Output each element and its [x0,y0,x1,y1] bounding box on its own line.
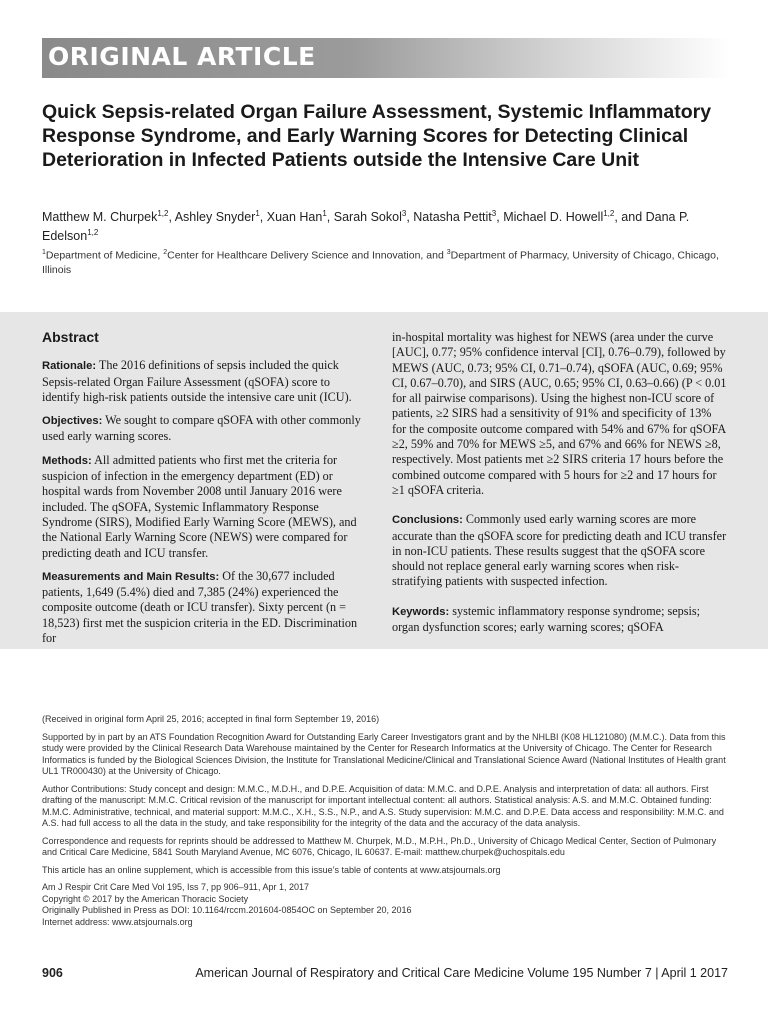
rationale-text: The 2016 definitions of sepsis included the quick Sepsis-related Organ Failure Assessment (qSOFA) score to identify high-risk patients outside the intensive care unit (ICU). [42,358,352,404]
keywords-text: systemic inflammatory response syndrome; sepsis; organ dysfunction scores; early warning scores; qSOFA [392,603,701,635]
objectives-label: Objectives: [42,415,103,428]
rationale-label: Rationale: [42,360,97,373]
author-affiliation-mark: 1 [255,209,260,218]
correspondence-note: Correspondence and requests for reprints should be addressed to Matthew M. Churpek, M.D., M.P.H., Ph.D., University of Chicago Medical Center, Section of Pulmonary and Critical Care Medicine, 5841 South Maryland Avenue, MC 6076, Chicago, IL 60637. E-mail: matthew.churpek@uchospitals.edu [42,835,717,857]
author-affiliation-mark: 1,2 [603,209,615,218]
affiliation-mark: 1 [42,249,46,256]
author-name: Natasha Pettit [413,210,492,225]
author-list: Matthew M. Churpek$^{1,2}$, Ashley Snyder$^1$, Xuan Han$^1$, Sarah Sokol$^3$, Natasha Pettit$^3$, Michael D. Howell$^{1,2}$, and Dana P. Edelson$^{1,2}$ [42,209,690,244]
journal-citation: American Journal of Respiratory and Critical Care Medicine Volume 195 Number 7 | April 1 2017 [195,966,728,980]
abstract-column-left [42,330,368,654]
affiliations [42,246,732,277]
conclusions-text: Commonly used early warning scores are more accurate than the qSOFA score for predicting death and ICU transfer in non-ICU patients. These results suggest that the qSOFA score should not replace general early warning scores when risk-stratifying patients with suspected infection. [392,512,727,589]
page-number: 906 [42,966,63,980]
author-name: Michael D. Howell [503,210,604,225]
keywords-paragraph [392,604,728,636]
author-name: Xuan Han [266,210,323,225]
results-paragraph [42,569,368,646]
author-affiliation-mark: 3 [491,209,497,218]
citation-note: Am J Respir Crit Care Med Vol 195, Iss 7, pp 906–911, Apr 1, 2017 [42,882,309,892]
received-note: (Received in original form April 25, 2016; accepted in final form September 19, 2016) [42,714,380,724]
results-label: Measurements and Main Results: [42,570,220,583]
abstract-column-right [392,330,728,643]
methods-label: Methods: [42,454,92,467]
author-affiliation-mark: 1,2 [87,228,99,238]
results-continued-paragraph [392,330,728,498]
supplement-note: This article has an online supplement, which is accessible from this issue’s table of contents at www.atsjournals.org [42,864,501,875]
author-name: Matthew M. Churpek [42,210,158,225]
author-affiliation-mark: 3 [401,209,407,218]
conclusions-label: Conclusions: [392,514,463,527]
contributions-note: Author Contributions: Study concept and design: M.M.C., M.D.H., and D.P.E. Acquisition of data: M.M.C. and D.P.E. Analysis and interpretation of data: all authors. First drafting of the manuscript: M.M.C. Critical revision of the manuscript for important intellectual content: all authors. Statistical analysis: A.S. and M.M.C. Obtained funding: M.M.C. Administrative, technical, and material support: M.M.C., X.H., S.S., N.P., and A.S. Study supervision: M.M.C. and D.P.E. Data access and responsibility: M.M.C. and A.S. had full access to all the data in the study, and take responsibility for the integrity of the data and the accuracy of the data analysis. [42,783,724,828]
keywords-label: Keywords: [392,605,450,618]
article-footnotes [42,714,732,928]
affiliation-mark: 3 [446,249,451,256]
article-type-label: ORIGINAL ARTICLE [48,42,316,71]
affiliation-text: Department of Medicine, [45,249,164,262]
affiliation-text: Center for Healthcare Delivery Science and Innovation, and [167,249,447,262]
objectives-text: We sought to compare qSOFA with other commonly used early warning scores. [42,413,361,444]
author-name: Ashley Snyder [174,210,256,225]
doi-note: Originally Published in Press as DOI: 10.1164/rccm.201604-0854OC on September 20, 2016 [42,905,412,915]
conclusions-paragraph [392,512,728,589]
support-note: Supported by in part by an ATS Foundation Recognition Award for Outstanding Early Career Investigators grant and by the NHLBI (K08 HL121080) (M.M.C.). Data from this study were provided by the Clinical Research Data Warehouse maintained by the Center for Research Informatics at the University of Chicago. The Center for Research Informatics is funded by the Biological Sciences Division, the Institute for Translational Medicine/Clinical and Translational Science Award (National Institutes of Health grant UL1 TR000430) at the University of Chicago. [42,731,726,776]
results-text-right: in-hospital mortality was highest for NEWS (area under the curve [AUC], 0.77; 95% confidence interval [CI], 0.76–0.79), followed by MEWS (AUC, 0.73; 95% CI, 0.71–0.74), qSOFA (AUC, 0.69; 95% CI, 0.67–0.70), and SIRS (AUC, 0.65; 95% CI, 0.63–0.66) (P < 0.01 for all pairwise comparisons). Using the highest non-ICU score of patients, ≥2 SIRS had a sensitivity of 91% and specificity of 13% for the composite outcome compared with 54% and 67% for qSOFA ≥2, 59% and 70% for MEWS ≥5, and 67% and 66% for NEWS ≥8, respectively. Most patients met ≥2 SIRS criteria 17 hours before the combined outcome compared with 5 hours for ≥2 and 17 hours for ≥1 qSOFA criteria. [392,330,727,497]
internet-note: Internet address: www.atsjournals.org [42,916,193,927]
article-title: Quick Sepsis-related Organ Failure Assessment, Systemic Inflammatory Response Syndrome, and Early Warning Scores for Detecting Clinical Deterioration in Infected Patients outside the Intensive Care Unit [42,101,712,171]
copyright-note: Copyright © 2017 by the American Thoracic Society [42,893,249,904]
objectives-paragraph [42,413,368,445]
article-type-banner [42,38,730,78]
page-footer [42,966,728,982]
author-affiliation-mark: 1 [322,209,327,218]
methods-text: All admitted patients who first met the criteria for suspicion of infection in the emergency department (ED) or hospital wards from November 2008 until January 2016 were included. The qSOFA, Systemic Inflammatory Response Syndrome (SIRS), Modified Early Warning Score (MEWS), and the National Early Warning Score (NEWS) were compared for predicting death and ICU transfer. [42,452,357,560]
affiliation-text: Department of Pharmacy, University of Chicago, Chicago, Illinois [42,249,719,276]
author-name: Sarah Sokol [333,210,402,225]
author-affiliation-mark: 1,2 [157,209,169,218]
abstract-heading: Abstract [42,329,99,345]
author-name: Dana P. Edelson [42,210,690,244]
methods-paragraph [42,453,368,561]
rationale-paragraph [42,358,368,405]
results-text-left: Of the 30,677 included patients, 1,649 (5.4%) died and 7,385 (24%) experienced the composite outcome (death or ICU transfer). Sixty percent (n = 18,523) first met the suspicion criteria in the ED. Discrimination for [42,568,358,646]
affiliation-mark: 2 [163,249,168,256]
